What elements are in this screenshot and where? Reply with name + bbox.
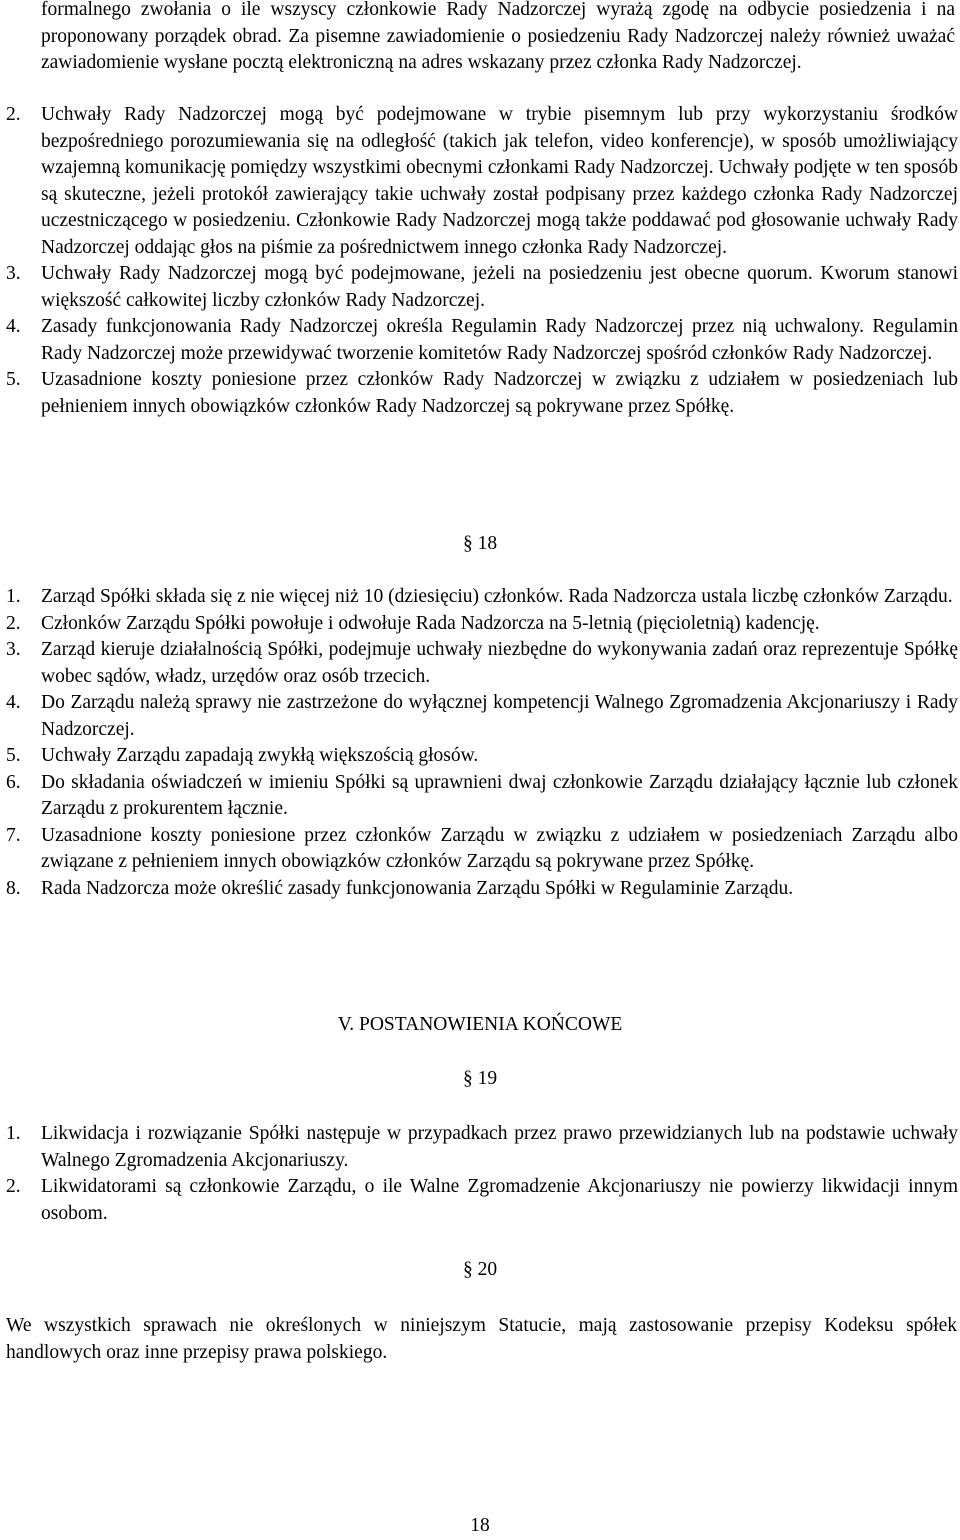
item-text: Do Zarządu należą sprawy nie zastrzeżone do wyłącznej kompetencji Walnego Zgromadzenia Akcjonariuszy i Rady Nadzorczej. [41, 692, 958, 740]
list-item [0, 743, 958, 770]
item-text: Zarząd Spółki składa się z nie więcej niż 10 (dziesięciu) członków. Rada Nadzorcza ustala liczbę członków Zarządu. [41, 586, 953, 607]
section20-heading: § 20 [462, 1259, 498, 1280]
section20-paragraph: We wszystkich sprawach nie określonych w niniejszym Statucie, mają zastosowanie przepisy Kodeksu spółek handlowych oraz inne przepisy prawa polskiego. [6, 1315, 957, 1363]
list-item [0, 367, 958, 420]
page-number: 18 [470, 1515, 490, 1536]
item-text: Uchwały Rady Nadzorczej mogą być podejmowane w trybie pisemnym lub przy wykorzystaniu środków bezpośredniego porozumiewania się na odległość (takich jak telefon, video konferencje), w sposób umożliwiający wzajemną komunikację pomiędzy wszystkimi obecnymi członkami Rady Nadzorczej. Uchwały podjęte w ten sposób są skuteczne, jeżeli protokół zawierający takie uchwały został podpisany przez każdego członka Rady Nadzorczej uczestniczącego w posiedzeniu. Członkowie Rady Nadzorczej mogą także poddawać pod głosowanie uchwały Rady Nadzorczej oddając głos na piśmie za pośrednictwem innego członka Rady Nadzorczej. [41, 104, 958, 258]
list-item [0, 584, 958, 611]
item-number: 4. [6, 316, 21, 337]
list-item [0, 876, 958, 903]
item-number: 2. [6, 1176, 21, 1197]
item-text: Członków Zarządu Spółki powołuje i odwołuje Rada Nadzorcza na 5-letnią (pięcioletnią) kadencję. [41, 612, 820, 634]
list-item [0, 823, 958, 876]
list-item [0, 1174, 958, 1227]
list-item [0, 314, 958, 367]
list-item [0, 261, 958, 314]
list-item [0, 102, 958, 261]
item-text: Do składania oświadczeń w imieniu Spółki są uprawnieni dwaj członkowie Zarządu działający łącznie lub członek Zarządu z prokurentem łącznie. [41, 771, 958, 819]
item-number: 2. [6, 104, 21, 125]
item-number: 1. [6, 1123, 21, 1144]
item-number: 6. [6, 771, 21, 793]
item-number: 1. [6, 586, 21, 607]
list-item [0, 1121, 958, 1174]
list-item [0, 611, 958, 638]
item-number: 7. [6, 824, 21, 846]
item-text: Uzasadnione koszty poniesione przez członków Rady Nadzorczej w związku z udziałem w posiedzeniach lub pełnieniem innych obowiązków członków Rady Nadzorczej są pokrywane przez Spółkę. [41, 369, 958, 417]
item-text: Likwidacja i rozwiązanie Spółki następuje w przypadkach przez prawo przewidzianych lub na podstawie uchwały Walnego Zgromadzenia Akcjonariuszy. [41, 1123, 958, 1171]
item-text: Zarząd kieruje działalnością Spółki, podejmuje uchwały niezbędne do wykonywania zadań oraz reprezentuje Spółkę wobec sądów, władz, urzędów oraz osób trzecich. [41, 639, 958, 687]
chapter-heading: V. POSTANOWIENIA KOŃCOWE [337, 1014, 623, 1035]
section17-list [0, 102, 958, 420]
item-text: Uchwały Rady Nadzorczej mogą być podejmowane, jeżeli na posiedzeniu jest obecne quorum. Kworum stanowi większość całkowitej liczby członków Rady Nadzorczej. [41, 263, 958, 311]
item-number: 3. [6, 639, 21, 660]
item-number: 2. [6, 612, 21, 634]
item-number: 5. [6, 745, 21, 766]
section18-heading: § 18 [462, 533, 498, 554]
list-item [0, 637, 958, 690]
list-item [0, 770, 958, 823]
list-item [0, 690, 958, 743]
item-text: Zasady funkcjonowania Rady Nadzorczej określa Regulamin Rady Nadzorczej przez nią uchwalony. Regulamin Rady Nadzorczej może przewidywać tworzenie komitetów Rady Nadzorczej spośród członków Rady Nadzorczej. [41, 316, 958, 364]
section18-list [0, 584, 958, 902]
item-text: Uzasadnione koszty poniesione przez członków Zarządu w związku z udziałem w posiedzeniach Zarządu albo związane z pełnieniem innych obowiązków członków Zarządu są pokrywane przez Spółkę. [41, 824, 958, 872]
item-text: Uchwały Zarządu zapadają zwykłą większością głosów. [41, 745, 479, 766]
item-number: 3. [6, 263, 21, 284]
item-number: 4. [6, 692, 21, 713]
item-number: 8. [6, 877, 21, 899]
item-text: Likwidatorami są członkowie Zarządu, o ile Walne Zgromadzenie Akcjonariuszy nie powierzy likwidacji innym osobom. [41, 1176, 958, 1224]
section19-list [0, 1121, 958, 1227]
intro-paragraph: formalnego zwołania o ile wszyscy członkowie Rady Nadzorczej wyrażą zgodę na odbycie posiedzenia i na proponowany porządek obrad. Za pisemne zawiadomienie o posiedzeniu Rady Nadzorczej należy również uważać zawiadomienie wysłane pocztą elektroniczną na adres wskazany przez członka Rady Nadzorczej. [41, 0, 955, 73]
section19-heading: § 19 [462, 1068, 498, 1089]
item-number: 5. [6, 369, 21, 390]
item-text: Rada Nadzorcza może określić zasady funkcjonowania Zarządu Spółki w Regulaminie Zarządu. [41, 877, 794, 899]
